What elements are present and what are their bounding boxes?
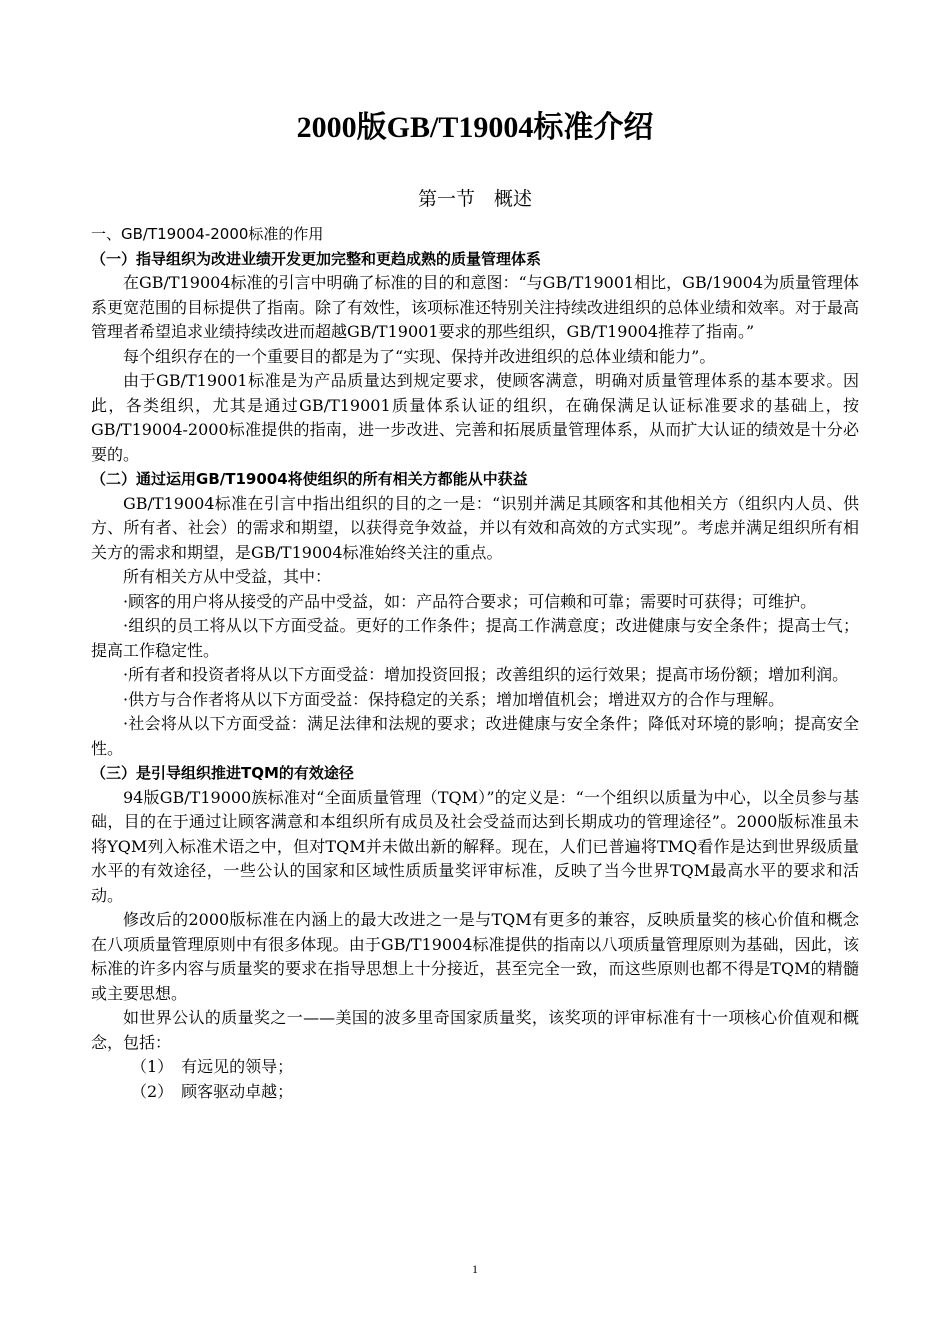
bullet-paragraph: ·社会将从以下方面受益：满足法律和法规的要求；改进健康与安全条件；降低对环境的影响；提高安全性。 (91, 714, 859, 758)
bullet-paragraph: ·顾客的用户将从接受的产品中受益，如：产品符合要求；可信赖和可靠；需要时可获得；可维护。 (123, 591, 817, 611)
subheading-3: （三）是引导组织推进TQM的有效途径 (91, 764, 354, 782)
document-body (91, 108, 859, 1104)
paragraph: 94版GB/T19000族标准对“全面质量管理（TQM）”的定义是：“一个组织以质量为中心，以全员参与基础，目的在于通过让顾客满意和本组织所有成员及社会受益而达到长期成功的管理途径”。2000版标准虽未将YQM列入标准术语之中，但对TQM并未做出新的解释。现在，人们已普遍将TMQ看作是达到世界级质量水平的有效途径，一些公认的国家和区域性质质量奖评审标准，反映了当今世界TQM最高水平的要求和活动。 (91, 787, 859, 905)
section-title: 第一节 概述 (417, 188, 532, 210)
paragraph: 在GB/T19004标准的引言中明确了标准的目的和意图：“与GB/T19001相比，GB/19004为质量管理体系更宽范围的目标提供了指南。除了有效性，该项标准还特别关注持续改进组织的总体业绩和效率。对于最高管理者希望追求业绩持续改进而超越GB/T19001要求的那些组织，GB/T19004推荐了指南。” (91, 273, 860, 341)
bullet-paragraph: ·所有者和投资者将从以下方面受益：增加投资回报；改善组织的运行效果；提高市场份额；增加利润。 (123, 665, 849, 684)
list-item: （2） 顾客驱动卓越； (131, 1081, 294, 1101)
page-number: 1 (472, 1262, 478, 1276)
subheading-2: （二）通过运用GB/T19004将使组织的所有相关方都能从中获益 (91, 470, 528, 488)
paragraph: 由于GB/T19001标准是为产品质量达到规定要求，使顾客满意，明确对质量管理体系的基本要求。因此，各类组织，尤其是通过GB/T19001质量体系认证的组织，在确保满足认证标准要求的基础上，按GB/T19004-2000标准提供的指南，进一步改进、完善和拓展质量管理体系，从而扩大认证的绩效是十分必要的。 (91, 371, 859, 464)
paragraph: 所有相关方从中受益，其中： (123, 567, 332, 586)
paragraph: 如世界公认的质量奖之一——美国的波多里奇国家质量奖，该奖项的评审标准有十一项核心价值观和概念，包括： (91, 1008, 859, 1052)
bullet-paragraph: ·组织的员工将从以下方面受益。更好的工作条件；提高工作满意度；改进健康与安全条件；提高士气；提高工作稳定性。 (91, 616, 859, 660)
document-title: 2000版GB/T19004标准介绍 (296, 111, 654, 144)
paragraph: 每个组织存在的一个重要目的都是为了“实现、保持并改进组织的总体业绩和能力”。 (123, 346, 716, 366)
list-item: （1） 有远见的领导； (131, 1057, 294, 1076)
subheading-1: （一）指导组织为改进业绩开发更加完整和更趋成熟的质量管理体系 (91, 249, 542, 268)
heading-level1: 一、GB/T19004-2000标准的作用 (91, 225, 324, 243)
bullet-paragraph: ·供方与合作者将从以下方面受益：保持稳定的关系；增加增值机会；增进双方的合作与理解。 (123, 689, 785, 709)
paragraph: 修改后的2000版标准在内涵上的最大改进之一是与TQM有更多的兼容，反映质量奖的核心价值和概念在八项质量管理原则中有很多体现。由于GB/T19004标准提供的指南以八项质量管理原则为基础，因此，该标准的许多内容与质量奖的要求在指导思想上十分接近，甚至完全一致，而这些原则也都不得是TQM的精髓或主要思想。 (91, 910, 859, 1003)
paragraph: GB/T19004标准在引言中指出组织的目的之一是：“识别并满足其顾客和其他相关方（组织内人员、供方、所有者、社会）的需求和期望，以获得竞争效益，并以有效和高效的方式实现”。考虑并满足组织所有相关方的需求和期望，是GB/T19004标准始终关注的重点。 (91, 493, 859, 562)
